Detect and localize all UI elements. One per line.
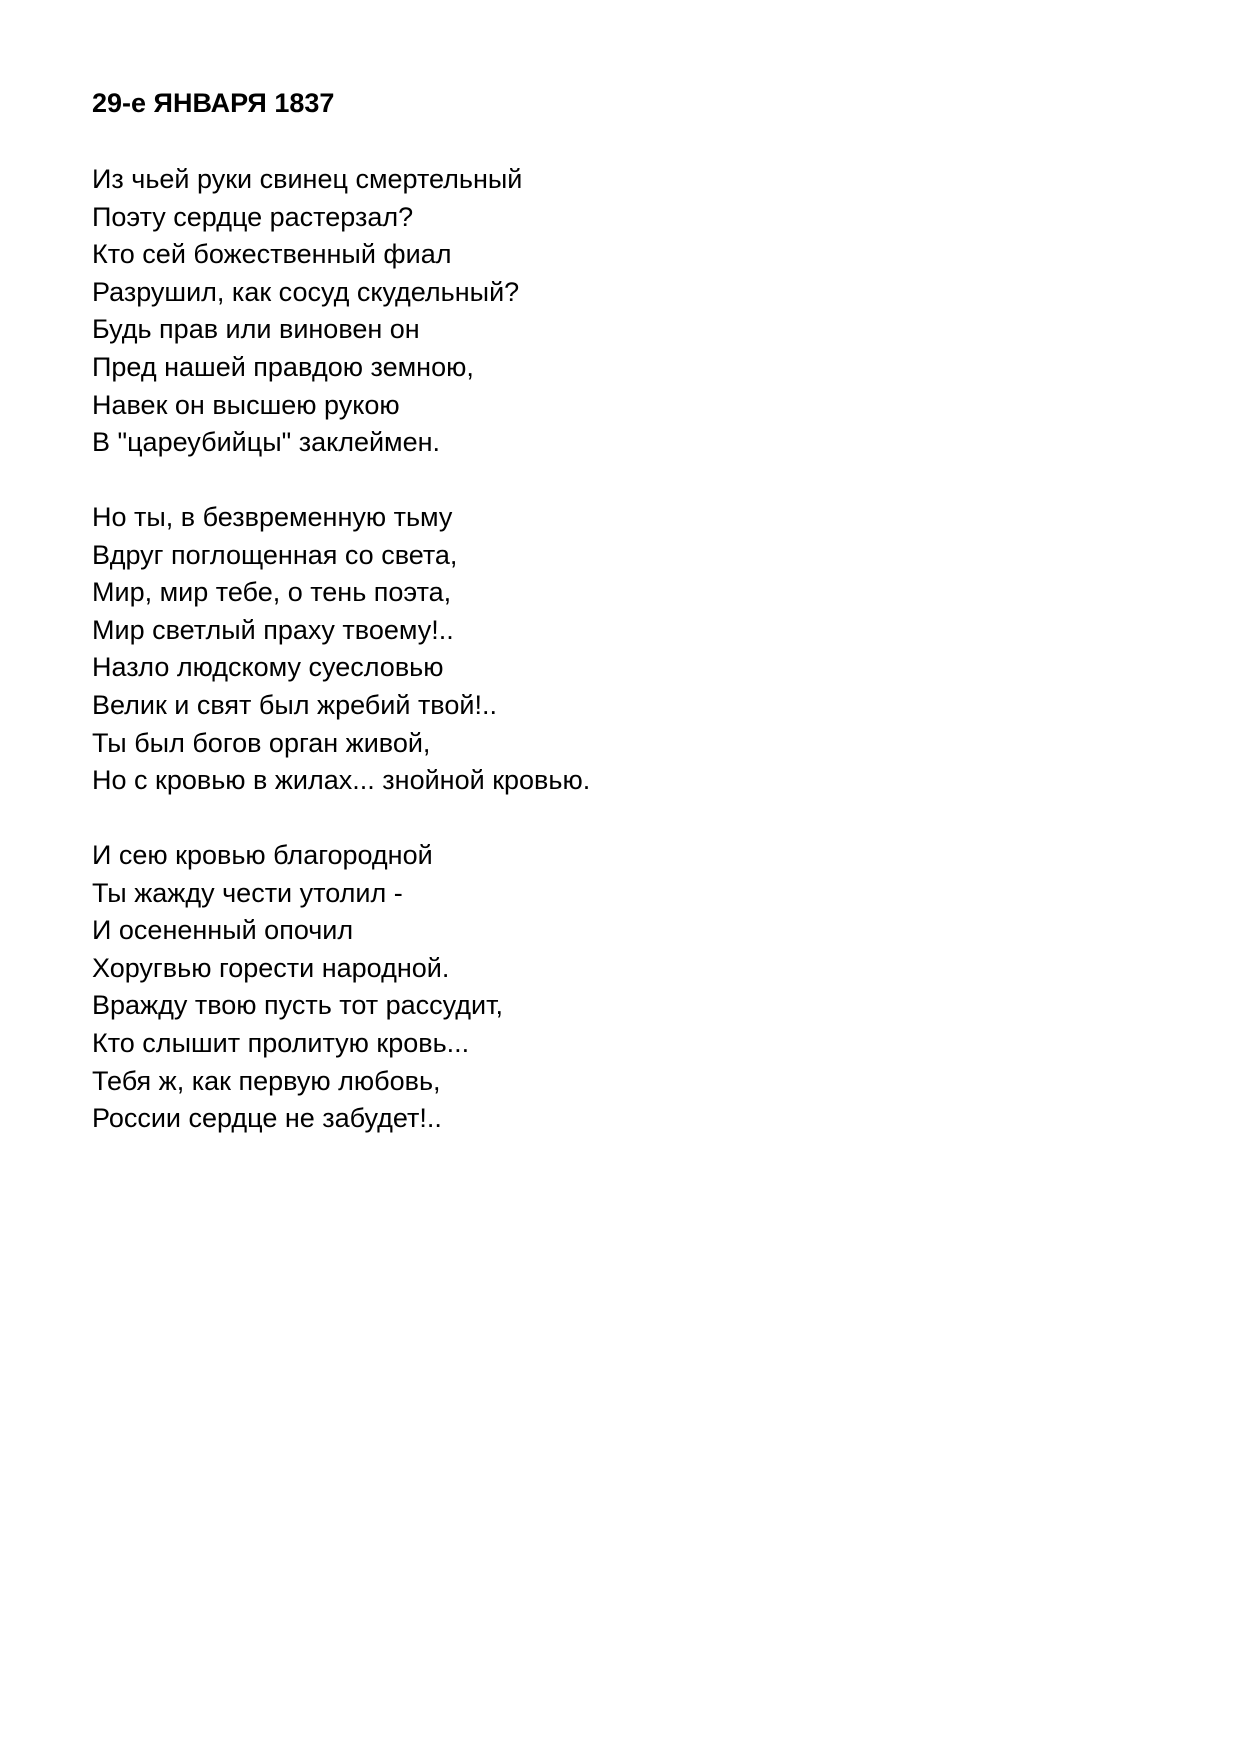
- poem-line: Поэту сердце растерзал?: [92, 201, 414, 232]
- poem-line: Кто слышит пролитую кровь...: [92, 1027, 470, 1058]
- poem-line: Мир, мир тебе, о тень поэта,: [92, 577, 452, 608]
- poem-line: И сею кровью благородной: [92, 840, 433, 870]
- stanza-1: [92, 161, 522, 462]
- poem-line: Ты жажду чести утолил -: [92, 877, 403, 908]
- poem-line: В "цареубийцы" заклеймен.: [92, 427, 441, 458]
- poem-line: Но с кровью в жилах... знойной кровью.: [92, 765, 591, 796]
- poem-line: Ты был богов орган живой,: [92, 727, 431, 758]
- poem-line: России сердце не забудет!..: [92, 1103, 442, 1134]
- poem-line: Навек он высшею рукою: [92, 389, 400, 420]
- poem-line: Пред нашей правдою земною,: [92, 351, 474, 382]
- poem-line: Мир светлый праху твоему!..: [92, 614, 454, 645]
- poem-line: Но ты, в безвременную тьму: [92, 502, 453, 532]
- poem-line: Велик и свят был жребий твой!..: [92, 689, 497, 720]
- poem-line: Разрушил, как сосуд скудельный?: [92, 276, 520, 307]
- poem-title: 29-е ЯНВАРЯ 1837: [92, 88, 335, 118]
- stanza-2: [92, 499, 590, 800]
- poem-line: Хоругвью горести народной.: [92, 952, 450, 983]
- poem-line: Будь прав или виновен он: [92, 314, 420, 345]
- poem-line: Вдруг поглощенная со света,: [92, 539, 458, 570]
- poem-line: Кто сей божественный фиал: [92, 239, 452, 270]
- poem-line: Назло людскому суесловью: [92, 652, 444, 683]
- poem-line: Тебя ж, как первую любовь,: [92, 1065, 441, 1096]
- poem-line: Из чьей руки свинец смертельный: [92, 164, 523, 194]
- poem-line: Вражду твою пусть тот рассудит,: [92, 990, 503, 1021]
- stanza-3: [92, 837, 503, 1138]
- poem-line: И осененный опочил: [92, 915, 354, 946]
